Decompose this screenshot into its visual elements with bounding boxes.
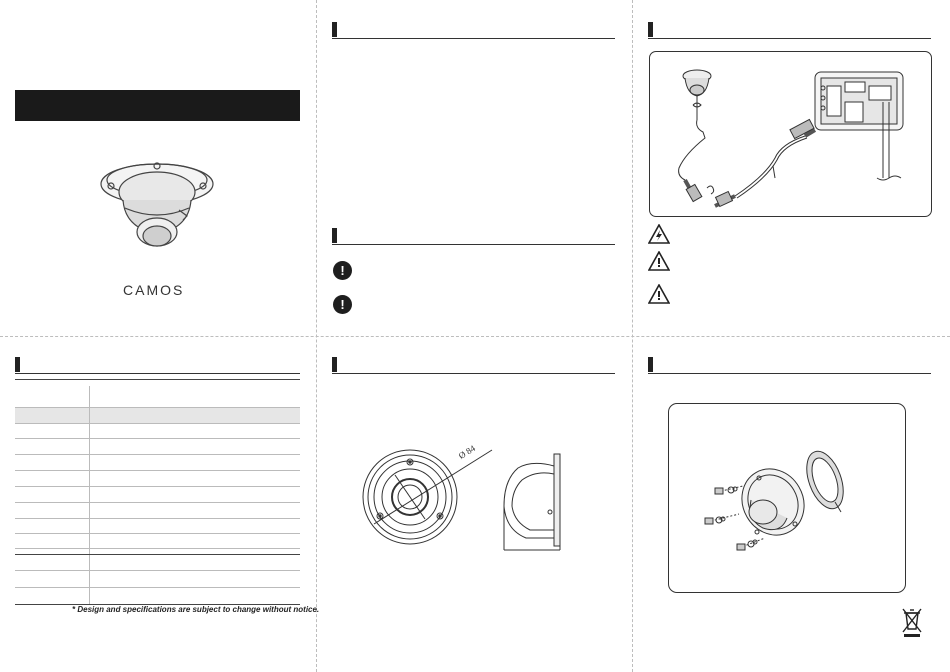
camera-front-view-drawing — [360, 440, 500, 550]
spec-footnote: * Design and specifications are subject to change without notice. — [72, 605, 320, 614]
diameter-label: Ø 84 — [456, 443, 478, 461]
table-row — [15, 503, 300, 519]
exclamation-circle-icon: ! — [333, 261, 352, 280]
warning-triangle-icon — [648, 284, 670, 304]
cover-title-bar — [15, 90, 300, 121]
table-row — [15, 534, 300, 549]
section-header-specifications — [15, 357, 300, 374]
electric-warning-icon — [648, 224, 670, 244]
table-row — [15, 386, 300, 408]
table-row — [15, 571, 300, 588]
fold-line-horizontal — [0, 336, 950, 337]
table-row — [15, 439, 300, 455]
table-row — [15, 555, 300, 571]
dome-camera-illustration — [95, 150, 220, 260]
section-header-dimensions — [332, 357, 615, 374]
exclamation-circle-icon: ! — [333, 295, 352, 314]
connection-diagram — [655, 58, 925, 214]
table-row — [15, 487, 300, 503]
table-row — [15, 471, 300, 487]
section-header-installation — [648, 357, 931, 374]
spec-table-top-rule — [15, 379, 300, 380]
crossed-bin-icon — [900, 606, 924, 638]
specification-table — [15, 386, 300, 605]
installation-exploded-drawing — [695, 440, 855, 560]
table-row — [15, 408, 300, 424]
table-row — [15, 588, 300, 605]
table-row — [15, 455, 300, 471]
warning-triangle-icon — [648, 251, 670, 271]
section-header-connection — [648, 22, 931, 39]
brand-logo: CAMOS — [123, 282, 185, 298]
section-header-notice — [332, 228, 615, 245]
camera-side-view-drawing — [496, 450, 566, 556]
section-header-top-middle — [332, 22, 615, 39]
table-row — [15, 519, 300, 534]
table-row — [15, 424, 300, 439]
